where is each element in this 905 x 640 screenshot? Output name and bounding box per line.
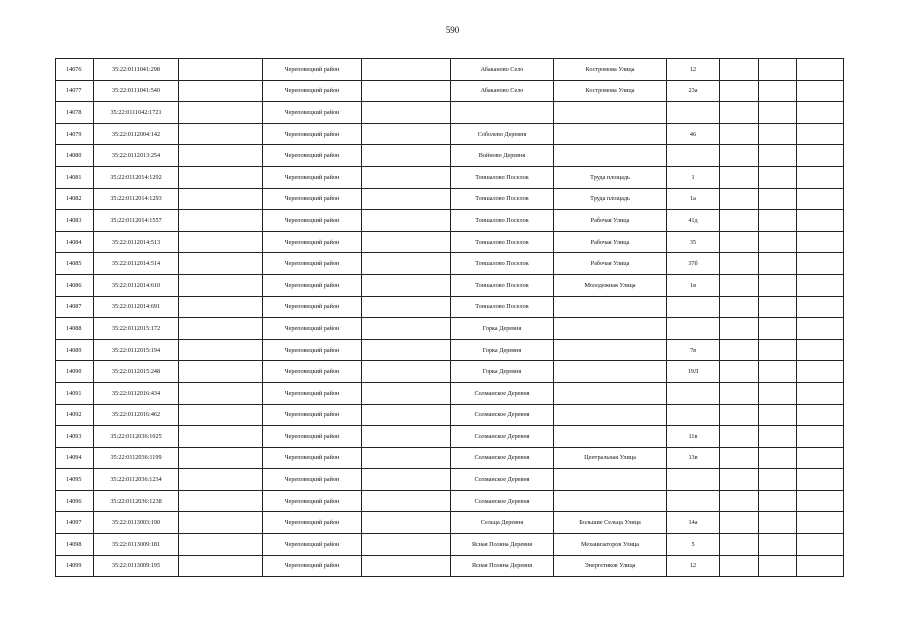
blank-col-9-cell (720, 253, 759, 275)
registry-body (56, 59, 844, 577)
house-number-cell (667, 382, 720, 404)
cadastral-number-cell: 35:22:0112036:1234 (94, 469, 179, 491)
house-number-cell (667, 102, 720, 124)
blank-col-5-cell (362, 469, 451, 491)
house-number-cell: 1в (667, 274, 720, 296)
blank-col-3-cell (179, 210, 263, 232)
blank-col-5-cell (362, 231, 451, 253)
blank-col-10-cell (759, 555, 797, 577)
blank-col-10-cell (759, 447, 797, 469)
settlement-name-cell: Горка Деревня (451, 339, 554, 361)
street-name-cell: Костромова Улица (554, 80, 667, 102)
blank-col-9-cell (720, 102, 759, 124)
district-name-cell: Череповецкий район (263, 426, 362, 448)
settlement-name-cell: Тоншалово Поселок (451, 188, 554, 210)
district-name-cell: Череповецкий район (263, 469, 362, 491)
blank-col-10-cell (759, 469, 797, 491)
house-number-cell (667, 318, 720, 340)
blank-col-10-cell (759, 210, 797, 232)
settlement-name-cell: Тоншалово Поселок (451, 274, 554, 296)
blank-col-5-cell (362, 404, 451, 426)
blank-col-11-cell (797, 253, 844, 275)
blank-col-10-cell (759, 339, 797, 361)
blank-col-3-cell (179, 296, 263, 318)
record-number-cell: 14087 (56, 296, 94, 318)
settlement-name-cell: Солманское Деревня (451, 426, 554, 448)
district-name-cell: Череповецкий район (263, 80, 362, 102)
blank-col-5-cell (362, 361, 451, 383)
blank-col-3-cell (179, 534, 263, 556)
blank-col-10-cell (759, 382, 797, 404)
blank-col-5-cell (362, 188, 451, 210)
blank-col-5-cell (362, 123, 451, 145)
table-row (56, 382, 844, 404)
record-number-cell: 14078 (56, 102, 94, 124)
street-name-cell (554, 490, 667, 512)
blank-col-9-cell (720, 296, 759, 318)
blank-col-9-cell (720, 145, 759, 167)
blank-col-10-cell (759, 231, 797, 253)
blank-col-5-cell (362, 512, 451, 534)
district-name-cell: Череповецкий район (263, 59, 362, 81)
district-name-cell: Череповецкий район (263, 361, 362, 383)
record-number-cell: 14084 (56, 231, 94, 253)
blank-col-3-cell (179, 447, 263, 469)
house-number-cell: 19Л (667, 361, 720, 383)
district-name-cell: Череповецкий район (263, 231, 362, 253)
house-number-cell: 13в (667, 447, 720, 469)
cadastral-number-cell: 35:22:0111041:298 (94, 59, 179, 81)
house-number-cell: 1 (667, 166, 720, 188)
cadastral-number-cell: 35:22:0112015:248 (94, 361, 179, 383)
district-name-cell: Череповецкий район (263, 274, 362, 296)
district-name-cell: Череповецкий район (263, 253, 362, 275)
cadastral-number-cell: 35:22:0112014:514 (94, 253, 179, 275)
settlement-name-cell: Ясная Поляна Деревня (451, 555, 554, 577)
blank-col-3-cell (179, 382, 263, 404)
table-row (56, 339, 844, 361)
settlement-name-cell: Тоншалово Поселок (451, 253, 554, 275)
blank-col-5-cell (362, 339, 451, 361)
record-number-cell: 14086 (56, 274, 94, 296)
house-number-cell: 23а (667, 80, 720, 102)
blank-col-11-cell (797, 490, 844, 512)
settlement-name-cell: Солманское Деревня (451, 469, 554, 491)
blank-col-11-cell (797, 188, 844, 210)
settlement-name-cell: Войново Деревня (451, 145, 554, 167)
settlement-name-cell: Ясная Поляна Деревня (451, 534, 554, 556)
table-row (56, 80, 844, 102)
blank-col-3-cell (179, 555, 263, 577)
street-name-cell (554, 339, 667, 361)
blank-col-10-cell (759, 166, 797, 188)
record-number-cell: 14096 (56, 490, 94, 512)
table-row (56, 555, 844, 577)
blank-col-3-cell (179, 404, 263, 426)
settlement-name-cell: Тоншалово Поселок (451, 296, 554, 318)
blank-col-9-cell (720, 188, 759, 210)
district-name-cell: Череповецкий район (263, 512, 362, 534)
page-number: 590 (445, 25, 460, 35)
blank-col-3-cell (179, 188, 263, 210)
blank-col-3-cell (179, 490, 263, 512)
blank-col-5-cell (362, 166, 451, 188)
cadastral-number-cell: 35:22:0112013:254 (94, 145, 179, 167)
record-number-cell: 14083 (56, 210, 94, 232)
house-number-cell: 14а (667, 512, 720, 534)
blank-col-5-cell (362, 102, 451, 124)
record-number-cell: 14095 (56, 469, 94, 491)
table-row (56, 426, 844, 448)
settlement-name-cell: Горка Деревня (451, 318, 554, 340)
blank-col-9-cell (720, 361, 759, 383)
blank-col-11-cell (797, 382, 844, 404)
cadastral-number-cell: 35:22:0112016:462 (94, 404, 179, 426)
blank-col-3-cell (179, 253, 263, 275)
record-number-cell: 14080 (56, 145, 94, 167)
cadastral-number-cell: 35:22:0112014:513 (94, 231, 179, 253)
blank-col-3-cell (179, 512, 263, 534)
house-number-cell: 5 (667, 534, 720, 556)
blank-col-11-cell (797, 318, 844, 340)
blank-col-10-cell (759, 188, 797, 210)
blank-col-10-cell (759, 512, 797, 534)
house-number-cell: 7в (667, 339, 720, 361)
house-number-cell: 12 (667, 59, 720, 81)
blank-col-3-cell (179, 80, 263, 102)
blank-col-5-cell (362, 555, 451, 577)
record-number-cell: 14094 (56, 447, 94, 469)
blank-col-5-cell (362, 59, 451, 81)
blank-col-11-cell (797, 102, 844, 124)
table-row (56, 296, 844, 318)
blank-col-9-cell (720, 274, 759, 296)
cadastral-number-cell: 35:22:0111041:540 (94, 80, 179, 102)
street-name-cell (554, 382, 667, 404)
house-number-cell: 46 (667, 123, 720, 145)
blank-col-5-cell (362, 296, 451, 318)
blank-col-3-cell (179, 318, 263, 340)
district-name-cell: Череповецкий район (263, 555, 362, 577)
blank-col-9-cell (720, 404, 759, 426)
blank-col-11-cell (797, 469, 844, 491)
record-number-cell: 14099 (56, 555, 94, 577)
record-number-cell: 14097 (56, 512, 94, 534)
street-name-cell: Рабочая Улица (554, 253, 667, 275)
cadastral-number-cell: 35:22:0113003:190 (94, 512, 179, 534)
blank-col-11-cell (797, 123, 844, 145)
district-name-cell: Череповецкий район (263, 404, 362, 426)
cadastral-number-cell: 35:22:0112014:1557 (94, 210, 179, 232)
blank-col-10-cell (759, 490, 797, 512)
record-number-cell: 14081 (56, 166, 94, 188)
street-name-cell: Механизаторов Улица (554, 534, 667, 556)
blank-col-9-cell (720, 123, 759, 145)
blank-col-9-cell (720, 490, 759, 512)
district-name-cell: Череповецкий район (263, 123, 362, 145)
table-row (56, 123, 844, 145)
record-number-cell: 14077 (56, 80, 94, 102)
cadastral-number-cell: 35:22:0112014:1292 (94, 166, 179, 188)
blank-col-9-cell (720, 59, 759, 81)
street-name-cell (554, 426, 667, 448)
blank-col-3-cell (179, 102, 263, 124)
record-number-cell: 14091 (56, 382, 94, 404)
blank-col-10-cell (759, 102, 797, 124)
street-name-cell (554, 145, 667, 167)
blank-col-10-cell (759, 404, 797, 426)
settlement-name-cell: Тоншалово Поселок (451, 166, 554, 188)
street-name-cell (554, 361, 667, 383)
blank-col-3-cell (179, 59, 263, 81)
district-name-cell: Череповецкий район (263, 339, 362, 361)
district-name-cell: Череповецкий район (263, 296, 362, 318)
settlement-name-cell: Солманское Деревня (451, 490, 554, 512)
blank-col-10-cell (759, 123, 797, 145)
settlement-name-cell: Солманское Деревня (451, 447, 554, 469)
house-number-cell: 37б (667, 253, 720, 275)
blank-col-11-cell (797, 210, 844, 232)
blank-col-9-cell (720, 555, 759, 577)
blank-col-11-cell (797, 447, 844, 469)
blank-col-9-cell (720, 166, 759, 188)
settlement-name-cell: Абаканово Село (451, 80, 554, 102)
blank-col-5-cell (362, 534, 451, 556)
blank-col-9-cell (720, 318, 759, 340)
table-row (56, 253, 844, 275)
record-number-cell: 14092 (56, 404, 94, 426)
blank-col-9-cell (720, 469, 759, 491)
blank-col-10-cell (759, 296, 797, 318)
district-name-cell: Череповецкий район (263, 447, 362, 469)
cadastral-number-cell: 35:22:0112004:142 (94, 123, 179, 145)
street-name-cell: Рабочая Улица (554, 231, 667, 253)
district-name-cell: Череповецкий район (263, 145, 362, 167)
blank-col-11-cell (797, 231, 844, 253)
cadastral-number-cell: 35:22:0113009:195 (94, 555, 179, 577)
district-name-cell: Череповецкий район (263, 534, 362, 556)
blank-col-10-cell (759, 274, 797, 296)
settlement-name-cell: Абаканово Село (451, 59, 554, 81)
house-number-cell (667, 145, 720, 167)
table-row (56, 210, 844, 232)
settlement-name-cell: Соболево Деревня (451, 123, 554, 145)
settlement-name-cell: Солманское Деревня (451, 382, 554, 404)
blank-col-5-cell (362, 253, 451, 275)
street-name-cell (554, 123, 667, 145)
blank-col-5-cell (362, 80, 451, 102)
blank-col-11-cell (797, 339, 844, 361)
house-number-cell (667, 490, 720, 512)
blank-col-5-cell (362, 145, 451, 167)
blank-col-11-cell (797, 534, 844, 556)
house-number-cell: 1а (667, 188, 720, 210)
record-number-cell: 14076 (56, 59, 94, 81)
blank-col-9-cell (720, 382, 759, 404)
blank-col-3-cell (179, 231, 263, 253)
table-row (56, 534, 844, 556)
district-name-cell: Череповецкий район (263, 102, 362, 124)
blank-col-11-cell (797, 166, 844, 188)
blank-col-10-cell (759, 426, 797, 448)
blank-col-10-cell (759, 318, 797, 340)
street-name-cell: Костромова Улица (554, 59, 667, 81)
street-name-cell: Рабочая Улица (554, 210, 667, 232)
record-number-cell: 14088 (56, 318, 94, 340)
blank-col-5-cell (362, 490, 451, 512)
blank-col-10-cell (759, 59, 797, 81)
table-row (56, 512, 844, 534)
district-name-cell: Череповецкий район (263, 166, 362, 188)
blank-col-9-cell (720, 447, 759, 469)
table-row (56, 102, 844, 124)
table-row (56, 166, 844, 188)
blank-col-9-cell (720, 339, 759, 361)
blank-col-5-cell (362, 382, 451, 404)
district-name-cell: Череповецкий район (263, 318, 362, 340)
blank-col-9-cell (720, 512, 759, 534)
table-row (56, 361, 844, 383)
table-row (56, 490, 844, 512)
blank-col-3-cell (179, 123, 263, 145)
cadastral-number-cell: 35:22:0111042:1721 (94, 102, 179, 124)
settlement-name-cell: Тоншалово Поселок (451, 210, 554, 232)
table-row (56, 318, 844, 340)
record-number-cell: 14098 (56, 534, 94, 556)
district-name-cell: Череповецкий район (263, 382, 362, 404)
street-name-cell: Труда площадь (554, 166, 667, 188)
blank-col-3-cell (179, 469, 263, 491)
blank-col-5-cell (362, 318, 451, 340)
cadastral-number-cell: 35:22:0112014:1293 (94, 188, 179, 210)
blank-col-11-cell (797, 512, 844, 534)
record-number-cell: 14079 (56, 123, 94, 145)
house-number-cell: 12 (667, 555, 720, 577)
cadastral-number-cell: 35:22:0112036:1199 (94, 447, 179, 469)
cadastral-number-cell: 35:22:0112036:1025 (94, 426, 179, 448)
cadastral-number-cell: 35:22:0112015:172 (94, 318, 179, 340)
blank-col-11-cell (797, 274, 844, 296)
table-row (56, 59, 844, 81)
table-row (56, 188, 844, 210)
blank-col-10-cell (759, 145, 797, 167)
table-row (56, 447, 844, 469)
street-name-cell: Энергетиков Улица (554, 555, 667, 577)
table-row (56, 404, 844, 426)
blank-col-9-cell (720, 210, 759, 232)
registry-table (55, 58, 844, 577)
street-name-cell: Труда площадь (554, 188, 667, 210)
blank-col-5-cell (362, 447, 451, 469)
record-number-cell: 14089 (56, 339, 94, 361)
blank-col-3-cell (179, 426, 263, 448)
blank-col-3-cell (179, 145, 263, 167)
settlement-name-cell: Солманское Деревня (451, 404, 554, 426)
table-row (56, 469, 844, 491)
blank-col-3-cell (179, 361, 263, 383)
blank-col-3-cell (179, 166, 263, 188)
blank-col-5-cell (362, 210, 451, 232)
house-number-cell: 35 (667, 231, 720, 253)
settlement-name-cell: Тоншалово Поселок (451, 231, 554, 253)
record-number-cell: 14085 (56, 253, 94, 275)
blank-col-3-cell (179, 274, 263, 296)
blank-col-9-cell (720, 534, 759, 556)
blank-col-11-cell (797, 145, 844, 167)
blank-col-5-cell (362, 274, 451, 296)
blank-col-11-cell (797, 296, 844, 318)
blank-col-5-cell (362, 426, 451, 448)
blank-col-10-cell (759, 534, 797, 556)
cadastral-number-cell: 35:22:0112036:1238 (94, 490, 179, 512)
street-name-cell: Большие Сельца Улица (554, 512, 667, 534)
blank-col-11-cell (797, 426, 844, 448)
street-name-cell (554, 102, 667, 124)
settlement-name-cell (451, 102, 554, 124)
district-name-cell: Череповецкий район (263, 188, 362, 210)
table-row (56, 231, 844, 253)
street-name-cell (554, 296, 667, 318)
settlement-name-cell: Сельца Деревня (451, 512, 554, 534)
record-number-cell: 14082 (56, 188, 94, 210)
cadastral-number-cell: 35:22:0112015:194 (94, 339, 179, 361)
street-name-cell: Молодежная Улица (554, 274, 667, 296)
blank-col-11-cell (797, 59, 844, 81)
district-name-cell: Череповецкий район (263, 490, 362, 512)
house-number-cell (667, 404, 720, 426)
record-number-cell: 14090 (56, 361, 94, 383)
cadastral-number-cell: 35:22:0113009:181 (94, 534, 179, 556)
blank-col-9-cell (720, 426, 759, 448)
cadastral-number-cell: 35:22:0112014:610 (94, 274, 179, 296)
blank-col-10-cell (759, 253, 797, 275)
house-number-cell (667, 469, 720, 491)
cadastral-number-cell: 35:22:0112016:434 (94, 382, 179, 404)
blank-col-3-cell (179, 339, 263, 361)
table-row (56, 145, 844, 167)
street-name-cell: Центральная Улица (554, 447, 667, 469)
blank-col-11-cell (797, 555, 844, 577)
blank-col-11-cell (797, 80, 844, 102)
street-name-cell (554, 404, 667, 426)
settlement-name-cell: Горка Деревня (451, 361, 554, 383)
blank-col-10-cell (759, 361, 797, 383)
street-name-cell (554, 469, 667, 491)
blank-col-10-cell (759, 80, 797, 102)
house-number-cell (667, 296, 720, 318)
blank-col-9-cell (720, 80, 759, 102)
blank-col-11-cell (797, 404, 844, 426)
blank-col-9-cell (720, 231, 759, 253)
district-name-cell: Череповецкий район (263, 210, 362, 232)
house-number-cell: 41д (667, 210, 720, 232)
table-row (56, 274, 844, 296)
street-name-cell (554, 318, 667, 340)
blank-col-11-cell (797, 361, 844, 383)
house-number-cell: 11в (667, 426, 720, 448)
cadastral-number-cell: 35:22:0112014:691 (94, 296, 179, 318)
record-number-cell: 14093 (56, 426, 94, 448)
